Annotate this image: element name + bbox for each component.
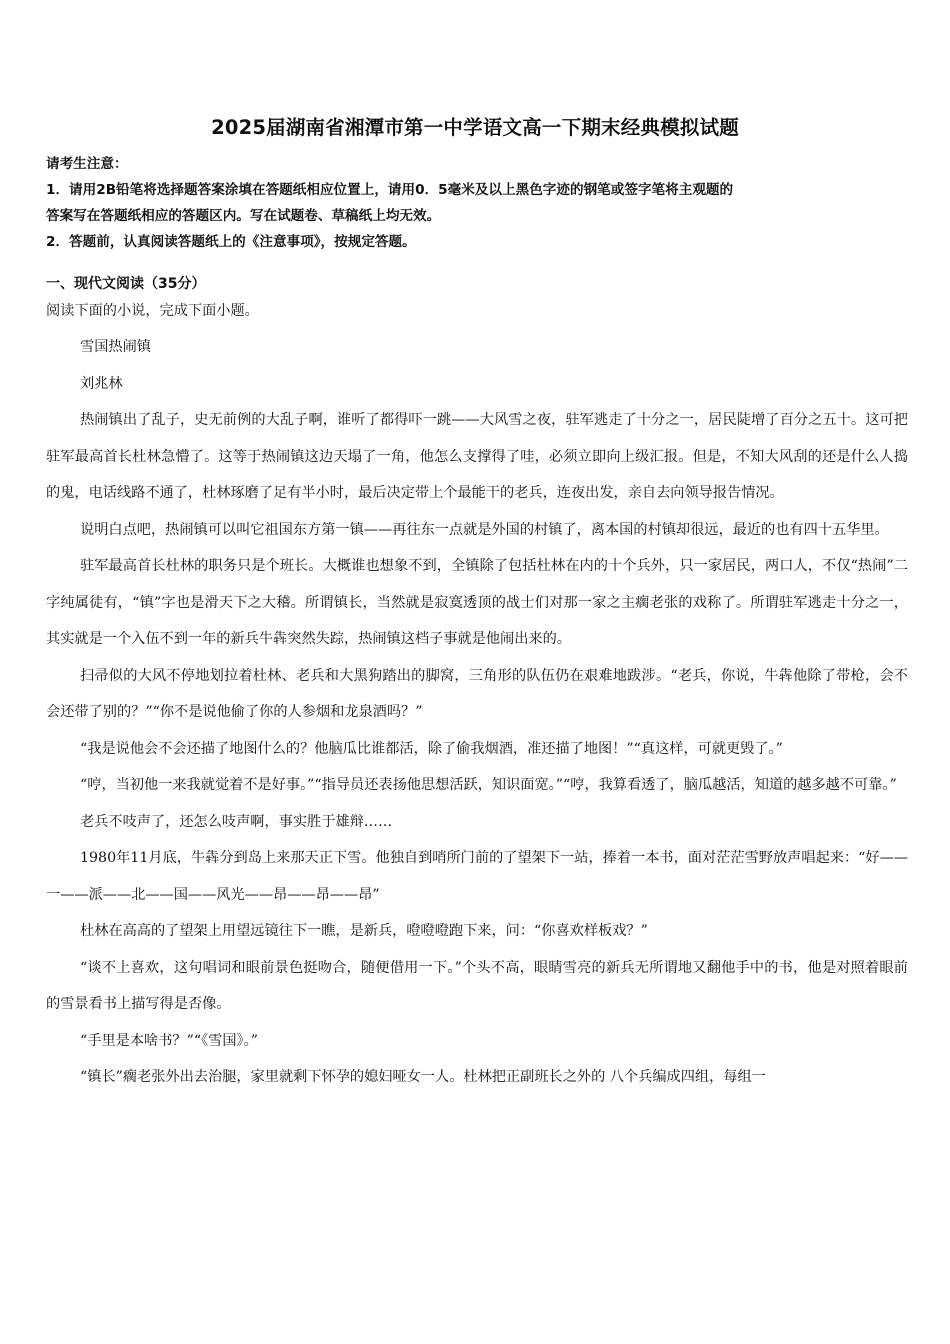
notice-line-1b: 答案写在答题纸相应的答题区内。写在试题卷、草稿纸上均无效。 [46, 208, 441, 224]
story-paragraph: 说明白点吧，热闹镇可以叫它祖国东方第一镇——再往东一点就是外国的村镇了，离本国的村镇却很远，最近的也有四十五华里。 [80, 521, 889, 538]
section-heading: 一、现代文阅读（35分） [46, 276, 206, 292]
story-paragraph: 驻军最高首长杜林的职务只是个班长。大概谁也想象不到，全镇除了包括杜林在内的十个兵外，只一家居民，两口人，不仅“热闹”二字纯属徒有，“镇”字也是滑天下之大稽。所谓镇长，当然就是寂寞透顶的战士们对那一家之主瘸老张的戏称了。所谓驻军逃走十分之一，其实就是一个入伍不到一年的新兵牛犇突然失踪，热闹镇这档子事就是他闹出来的。 [46, 558, 908, 647]
page-title: 2025届湖南省湘潭市第一中学语文高一下期末经典模拟试题 [211, 116, 739, 139]
notice-heading: 请考生注意： [46, 156, 128, 172]
story-paragraph: “镇长”瘸老张外出去治腿，家里就剩下怀孕的媳妇哑女一人。杜林把正副班长之外的 八个兵编成四组，每组一 [80, 1069, 766, 1085]
story-paragraph: “哼，当初他一来我就觉着不是好事。”“指导员还表扬他思想活跃，知识面宽。”“哼，我算看透了，脑瓜越活，知道的越多越不可靠。” [80, 777, 897, 793]
story-paragraph: 扫帚似的大风不停地划拉着杜林、老兵和大黑狗踏出的脚窝，三角形的队伍仍在艰难地跋涉。“老兵，你说，牛犇他除了带枪，会不会还带了别的？”“你不是说他偷了你的人参烟和龙泉酒吗？” [46, 667, 908, 720]
story-paragraph: 杜林在高高的了望架上用望远镜往下一瞧，是新兵，噔噔噔跑下来，问：“你喜欢样板戏？” [80, 923, 648, 939]
story-author: 刘兆林 [80, 375, 123, 392]
story-paragraph: 热闹镇出了乱子，史无前例的大乱子啊，谁听了都得吓一跳——大风雪之夜，驻军逃走了十分之一，居民陡增了百分之五十。这可把驻军最高首长杜林急懵了。这等于热闹镇这边天塌了一角，他怎么支撑得了哇，必须立即向上级汇报。但是，不知大风刮的还是什么人捣的鬼，电话线路不通了，杜林琢磨了足有半小时，最后决定带上个最能干的老兵，连夜出发，亲自去向领导报告情况。 [46, 412, 908, 501]
notice-line-1a: 1．请用2B铅笔将选择题答案涂填在答题纸相应位置上，请用0．5毫米及以上黑色字迹的钢笔或签字笔将主观题的 [46, 182, 734, 198]
story-paragraph: “谈不上喜欢，这句唱词和眼前景色挺吻合，随便借用一下。”个头不高，眼睛雪亮的新兵无所谓地又翻他手中的书，他是对照着眼前的雪景看书上描写得是否像。 [46, 959, 908, 1012]
story-paragraph: “手里是本啥书？”“《雪国》。” [80, 1032, 258, 1049]
exam-notice [46, 151, 906, 255]
reading-passage [46, 298, 908, 1096]
story-paragraph: “我是说他会不会还描了地图什么的？他脑瓜比谁都活，除了偷我烟酒，准还描了地图！”“真这样，可就更毁了。” [80, 740, 783, 757]
notice-line-2: 2．答题前，认真阅读答题纸上的《注意事项》，按规定答题。 [46, 234, 416, 250]
story-paragraph: 1980年11月底，牛犇分到岛上来那天正下雪。他独自到哨所门前的了望架下一站，捧着一本书，面对茫茫雪野放声唱起来：“好——一——派——北——国——风光——昂——昂——昂” [46, 850, 908, 903]
section-instruction: 阅读下面的小说，完成下面小题。 [46, 303, 259, 319]
story-title: 雪国热闹镇 [80, 339, 151, 355]
story-paragraph: 老兵不吱声了，还怎么吱声啊，事实胜于雄辩…… [80, 813, 393, 830]
